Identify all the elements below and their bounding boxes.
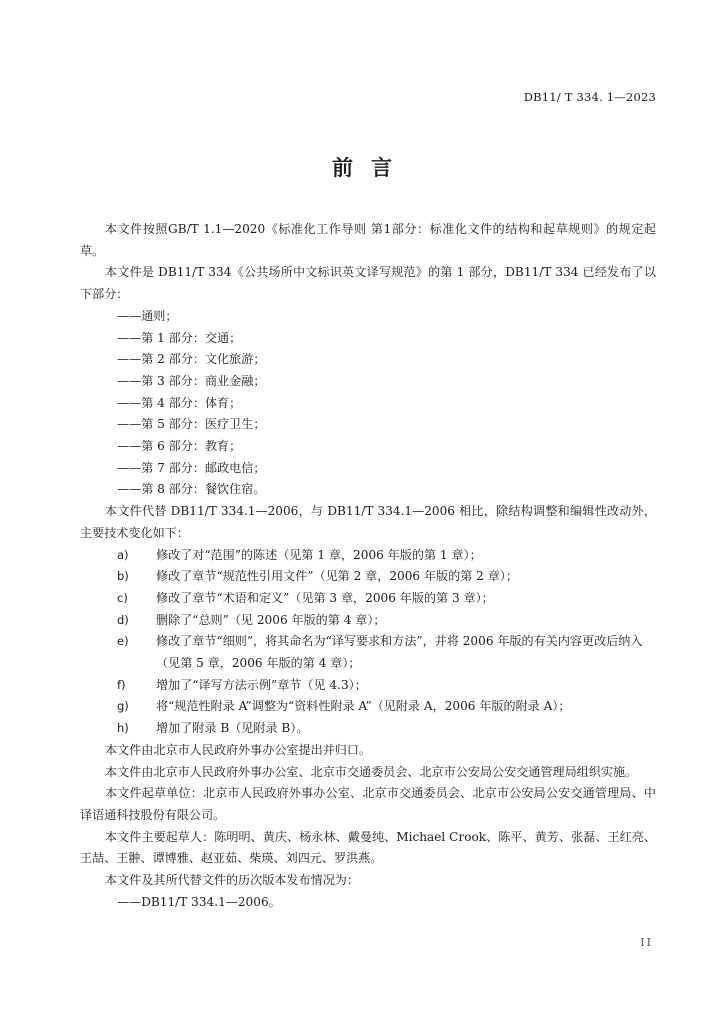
list-item: ——第 3 部分：商业金融； [117, 373, 266, 388]
paragraph: 本文件是 DB11/T 334《公共场所中文标识英文译写规范》的第 1 部分，DB11/T 334 已经发布了以下部分： [80, 265, 656, 302]
item-text: 修改了章节“规范性引用文件”（见第 2 章，2006 年版的第 2 章）； [156, 569, 518, 584]
list-item: ——第 6 部分：教育； [117, 439, 242, 454]
paragraph: 本文件及其所代替文件的历次版本发布情况为： [105, 873, 359, 888]
paragraph: 本文件由北京市人民政府外事办公室提出并归口。 [105, 742, 372, 757]
item-label: b) [117, 569, 129, 584]
page-title: 前言 [332, 156, 410, 180]
change-item [80, 718, 656, 740]
item-label: c) [117, 590, 128, 605]
change-item [80, 696, 656, 718]
page-number: II [640, 936, 653, 949]
list-item: ——第 5 部分：医疗卫生； [117, 417, 266, 432]
change-item [80, 631, 656, 674]
list-item: ——第 8 部分：餐饮住宿。 [117, 482, 266, 497]
change-item [80, 610, 656, 632]
history-item: ——DB11/T 334.1—2006。 [117, 894, 281, 909]
list-item: ——第 1 部分：交通； [117, 330, 242, 345]
item-label: e) [117, 634, 129, 649]
item-label: h) [117, 721, 129, 736]
paragraph: 本文件由北京市人民政府外事办公室、北京市交通委员会、北京市公安局公安交通管理局组织实施。 [105, 764, 638, 779]
list-item: ——第 2 部分：文化旅游； [117, 352, 266, 367]
foreword-body [80, 219, 656, 914]
list-item: ——第 7 部分：邮政电信； [117, 460, 266, 475]
list-item: ——第 4 部分：体育； [117, 395, 242, 410]
parts-list [80, 306, 656, 501]
item-text: 修改了对“范围”的陈述（见第 1 章，2006 年版的第 1 章）； [156, 547, 482, 562]
changes-list [80, 545, 656, 740]
change-item [80, 675, 656, 697]
change-item [80, 588, 656, 610]
item-label: d) [117, 612, 129, 627]
item-text: 增加了附录 B（见附录 B）。 [156, 721, 309, 736]
item-text: 删除了“总则”（见 2006 年版的第 4 章）； [156, 612, 386, 627]
change-item [80, 545, 656, 567]
item-text: 将“规范性附录 A”调整为“资料性附录 A”（见附录 A，2006 年版的附录 A）； [156, 699, 571, 714]
change-item [80, 566, 656, 588]
paragraph: 本文件代替 DB11/T 334.1—2006，与 DB11/T 334.1—2006 相比，除结构调整和编辑性改动外，主要技术变化如下： [80, 504, 656, 540]
item-label: g) [117, 699, 129, 714]
paragraph: 本文件按照GB/T 1.1—2020《标准化工作导则 第1部分：标准化文件的结构和起草规则》的规定起草。 [80, 222, 656, 258]
paragraph: 本文件主要起草人：陈明明、黄庆、杨永林、戴曼纯、Michael Crook、陈平、黄芳、张磊、王红亮、王喆、王翀、谭博雅、赵亚茹、柴瑛、刘四元、罗洪燕。 [80, 829, 656, 866]
item-text: 修改了章节“术语和定义”（见第 3 章，2006 年版的第 3 章）； [156, 590, 494, 605]
item-text: 增加了“译写方法示例”章节（见 4.3）； [156, 677, 367, 692]
document-code: DB11/ T 334. 1—2023 [523, 90, 656, 104]
item-text: 修改了章节“细则”，将其命名为“译写要求和方法”，并将 2006 年版的有关内容更改后纳入（见第 5 章，2006 年版的第 4 章）； [156, 634, 643, 671]
item-label: a) [117, 547, 129, 562]
list-item: ——通则； [117, 308, 178, 323]
paragraph: 本文件起草单位：北京市人民政府外事办公室、北京市交通委员会、北京市公安局公安交通管理局、中译语通科技股份有限公司。 [80, 786, 656, 822]
item-label: f) [117, 677, 126, 692]
